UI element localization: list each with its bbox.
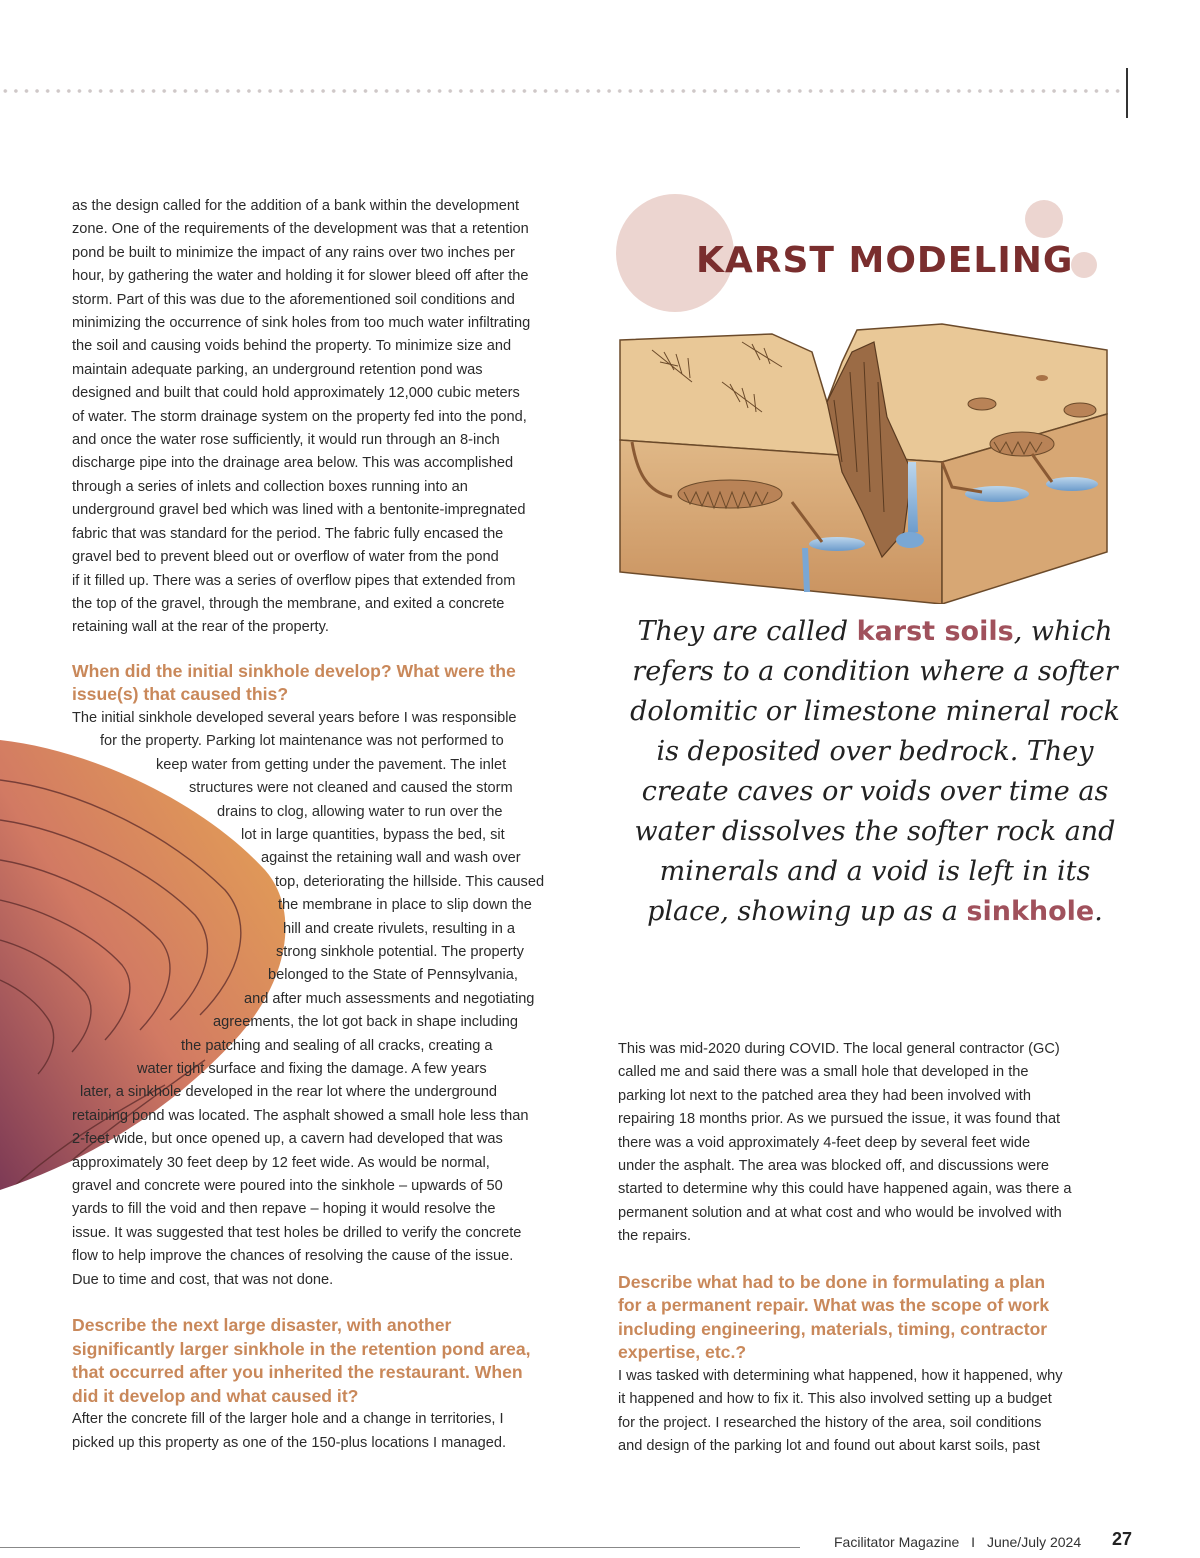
- question-heading-1: [72, 660, 572, 707]
- text-line: Due to time and cost, that was not done.: [72, 1271, 334, 1288]
- vertical-rule: [1126, 68, 1128, 118]
- heading-line: When did the initial sinkhole develop? What were the: [72, 660, 516, 681]
- footer-rule: [0, 1547, 800, 1548]
- text-line: maintain adequate parking, an underground retention pond was: [72, 361, 483, 378]
- text-line: agreements, the lot got back in shape including: [213, 1014, 519, 1031]
- heading-line: including engineering, materials, timing, contractor: [618, 1318, 1048, 1339]
- issue-date: June/July 2024: [986, 1534, 1082, 1550]
- quote-highlight-sinkhole: sinkhole: [966, 896, 1095, 927]
- text-line: gravel and concrete were poured into the sinkhole – upwards of 50: [72, 1178, 503, 1195]
- quote-text-end: .: [1094, 896, 1103, 927]
- text-line: there was a void approximately 4-feet deep by several feet wide: [618, 1134, 1031, 1151]
- text-line: zone. One of the requirements of the development was that a retention: [72, 221, 529, 238]
- text-line: strong sinkhole potential. The property: [276, 943, 524, 960]
- text-line: picked up this property as one of the 150-plus locations I managed.: [72, 1434, 507, 1451]
- text-line: the top of the gravel, through the membrane, and exited a concrete: [72, 595, 505, 612]
- page-number: 27: [1112, 1529, 1133, 1549]
- heading-line: that occurred after you inherited the restaurant. When: [72, 1362, 523, 1383]
- text-line: approximately 30 feet deep by 12 feet wide. As would be normal,: [72, 1154, 490, 1171]
- text-line: of water. The storm drainage system on the property fed into the pond,: [72, 408, 527, 425]
- text-line: keep water from getting under the pavement. The inlet: [156, 756, 507, 773]
- heading-line: Describe what had to be done in formulating a plan: [618, 1271, 1046, 1292]
- text-line: yards to fill the void and then repave – hoping it would resolve the: [72, 1201, 496, 1218]
- pull-quote: [628, 612, 1122, 932]
- heading-line: did it develop and what caused it?: [72, 1385, 359, 1406]
- footer: [834, 1534, 1081, 1550]
- text-line: the patching and sealing of all cracks, creating a: [181, 1037, 493, 1054]
- karst-illustration: [612, 322, 1112, 604]
- decorative-circle-medium: [1025, 200, 1063, 238]
- text-line: pond be built to minimize the impact of any rains over two inches per: [72, 244, 515, 261]
- text-line: the soil and causing voids behind the property. To minimize size and: [72, 338, 512, 355]
- right-column: [618, 1038, 1118, 1459]
- text-line: drains to clog, allowing water to run over the: [217, 803, 503, 820]
- text-line: hour, by gathering the water and holding it for slower bleed off after the: [72, 268, 529, 285]
- magazine-name: Facilitator Magazine: [834, 1534, 960, 1550]
- text-line: and once the water rose sufficiently, it would run through an 8-inch: [72, 432, 500, 449]
- text-line: I was tasked with determining what happened, how it happened, why: [618, 1368, 1063, 1385]
- quote-text-middle: , which refers to a condition where a softer dolomitic or limestone mineral rock is deposited over bedrock. They create caves or voids over time as water dissolves the softer rock and minerals and a void is left in its place, showing up as a: [630, 616, 1120, 927]
- text-line: for the project. I researched the history of the area, soil conditions: [618, 1414, 1042, 1431]
- text-line: if it filled up. There was a series of overflow pipes that extended from: [72, 572, 516, 589]
- quote-text-start: They are called: [637, 616, 857, 647]
- text-line: the repairs.: [618, 1228, 692, 1245]
- footer-separator: I: [971, 1534, 976, 1550]
- text-line: the membrane in place to slip down the: [278, 897, 532, 914]
- text-line: repairing 18 months prior. As we pursued the issue, it was found that: [618, 1111, 1061, 1128]
- paragraph-continued: [72, 1105, 572, 1292]
- text-line: parking lot next to the patched area they had been involved with: [618, 1087, 1031, 1104]
- wrapped-paragraph: [72, 707, 572, 1105]
- text-line: designed and built that could hold approximately 12,000 cubic meters: [72, 385, 520, 402]
- text-line: issue. It was suggested that test holes be drilled to verify the concrete: [72, 1224, 522, 1241]
- heading-line: for a permanent repair. What was the scope of work: [618, 1295, 1050, 1316]
- question-heading-3: [618, 1271, 1118, 1365]
- text-line: retaining wall at the rear of the property.: [72, 619, 329, 636]
- heading-line: expertise, etc.?: [618, 1342, 747, 1363]
- heading-line: significantly larger sinkhole in the retention pond area,: [72, 1338, 531, 1359]
- heading-line: Describe the next large disaster, with another: [72, 1315, 452, 1336]
- intro-paragraph: [72, 195, 572, 640]
- text-line: belonged to the State of Pennsylvania,: [268, 967, 518, 984]
- text-line: called me and said there was a small hole that developed in the: [618, 1064, 1029, 1081]
- text-line: water tight surface and fixing the damage. A few years: [137, 1061, 487, 1077]
- text-line: lot in large quantities, bypass the bed, sit: [241, 826, 505, 843]
- covid-paragraph: [618, 1038, 1118, 1249]
- text-line: storm. Part of this was due to the aforementioned soil conditions and: [72, 291, 515, 308]
- heading-line: issue(s) that caused this?: [72, 684, 289, 705]
- text-line: fabric that was standard for the period. The fabric fully encased the: [72, 525, 504, 542]
- quote-highlight-karst-soils: karst soils: [856, 616, 1014, 647]
- text-line: underground gravel bed which was lined with a bentonite-impregnated: [72, 502, 526, 519]
- dotted-rule: [0, 86, 1120, 96]
- text-line: flow to help improve the chances of resolving the cause of the issue.: [72, 1248, 514, 1265]
- text-line: through a series of inlets and collection boxes running into an: [72, 478, 468, 495]
- text-line: top, deteriorating the hillside. This caused: [275, 873, 545, 890]
- paragraph-final-right: [618, 1365, 1118, 1459]
- text-line: 2-feet wide, but once opened up, a cavern had developed that was: [72, 1131, 503, 1148]
- text-line: hill and create rivulets, resulting in a: [283, 920, 515, 937]
- text-line: permanent solution and at what cost and who would be involved with: [618, 1204, 1062, 1221]
- text-line: under the asphalt. The area was blocked off, and discussions were: [618, 1158, 1050, 1175]
- text-line: The initial sinkhole developed several years before I was responsible: [72, 709, 517, 726]
- question-heading-2: [72, 1314, 572, 1408]
- text-line: for the property. Parking lot maintenance was not performed to: [100, 733, 504, 750]
- text-line: as the design called for the addition of a bank within the development: [72, 198, 520, 214]
- text-line: This was mid-2020 during COVID. The local general contractor (GC): [618, 1041, 1060, 1057]
- text-line: After the concrete fill of the larger hole and a change in territories, I: [72, 1411, 504, 1428]
- left-column: [72, 195, 572, 1455]
- paragraph-final-left: [72, 1408, 572, 1455]
- text-line: gravel bed to prevent bleed out or overflow of water from the pond: [72, 549, 499, 566]
- decorative-circle-small: [1071, 252, 1097, 278]
- text-line: later, a sinkhole developed in the rear lot where the underground: [80, 1084, 498, 1101]
- text-line: minimizing the occurrence of sink holes from too much water infiltrating: [72, 315, 531, 332]
- text-line: retaining pond was located. The asphalt showed a small hole less than: [72, 1107, 529, 1124]
- karst-modeling-title: KARST MODELING: [696, 240, 1074, 281]
- text-line: started to determine why this could have happened again, was there a: [618, 1181, 1072, 1198]
- text-line: it happened and how to fix it. This also involved setting up a budget: [618, 1391, 1052, 1408]
- text-line: and design of the parking lot and found out about karst soils, past: [618, 1438, 1040, 1455]
- text-line: and after much assessments and negotiating: [244, 990, 535, 1007]
- text-line: against the retaining wall and wash over: [261, 850, 521, 867]
- text-line: discharge pipe into the drainage area below. This was accomplished: [72, 455, 514, 472]
- text-line: structures were not cleaned and caused the storm: [189, 780, 513, 797]
